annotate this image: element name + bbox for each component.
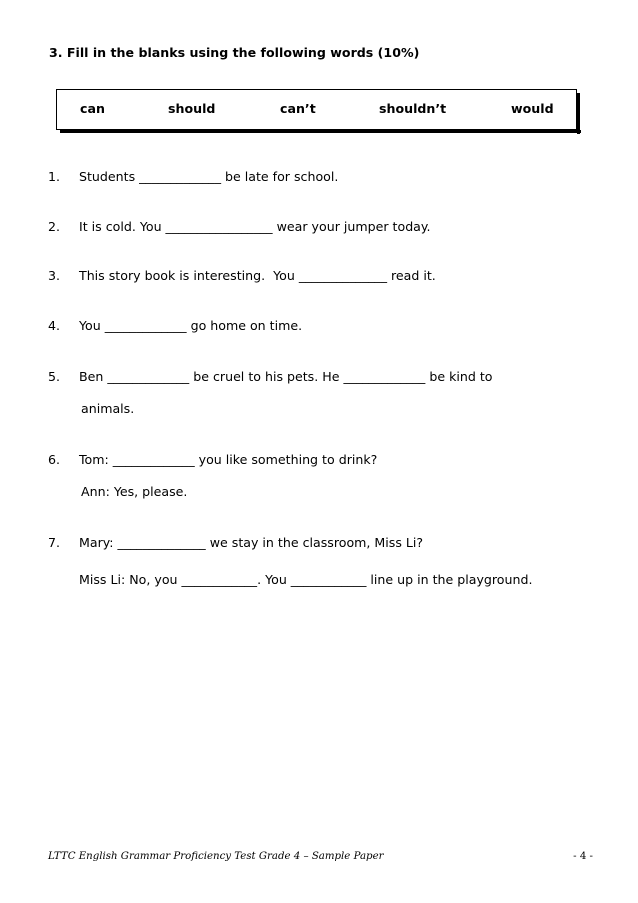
question-number: 3. — [48, 268, 61, 283]
word-bank-box — [56, 89, 577, 130]
footer-title: LTTC English Grammar Proficiency Test Grade 4 – Sample Paper — [48, 851, 384, 862]
question-text: It is cold. You _________________ wear your jumper today. — [79, 219, 431, 234]
question-number: 6. — [48, 452, 61, 467]
question-number: 7. — [48, 535, 61, 550]
question-text: Students _____________ be late for school. — [79, 169, 339, 184]
word-bank-item: should — [168, 101, 216, 116]
question-number: 4. — [48, 318, 61, 333]
question-number: 5. — [48, 369, 61, 384]
question-text: Mary: ______________ we stay in the classroom, Miss Li? — [79, 535, 424, 550]
question-text: Tom: _____________ you like something to drink? — [79, 452, 378, 467]
word-bank-item: can’t — [280, 101, 316, 116]
question-number: 1. — [48, 169, 61, 184]
question-text: You _____________ go home on time. — [79, 318, 303, 333]
question-number: 2. — [48, 219, 61, 234]
question-text: This story book is interesting. You ______________ read it. — [79, 268, 436, 283]
word-bank-item: would — [511, 101, 554, 116]
page-number: - 4 - — [573, 851, 593, 862]
question-text-continued: animals. — [81, 401, 135, 416]
word-bank-item: can — [80, 101, 105, 116]
word-bank-item: shouldn’t — [379, 101, 447, 116]
question-text: Ben _____________ be cruel to his pets. He _____________ be kind to — [79, 369, 493, 384]
section-title: 3. Fill in the blanks using the following words (10%) — [49, 45, 420, 60]
question-text-continued: Ann: Yes, please. — [81, 484, 188, 499]
question-text-continued: Miss Li: No, you ____________. You ____________ line up in the playground. — [79, 572, 533, 587]
